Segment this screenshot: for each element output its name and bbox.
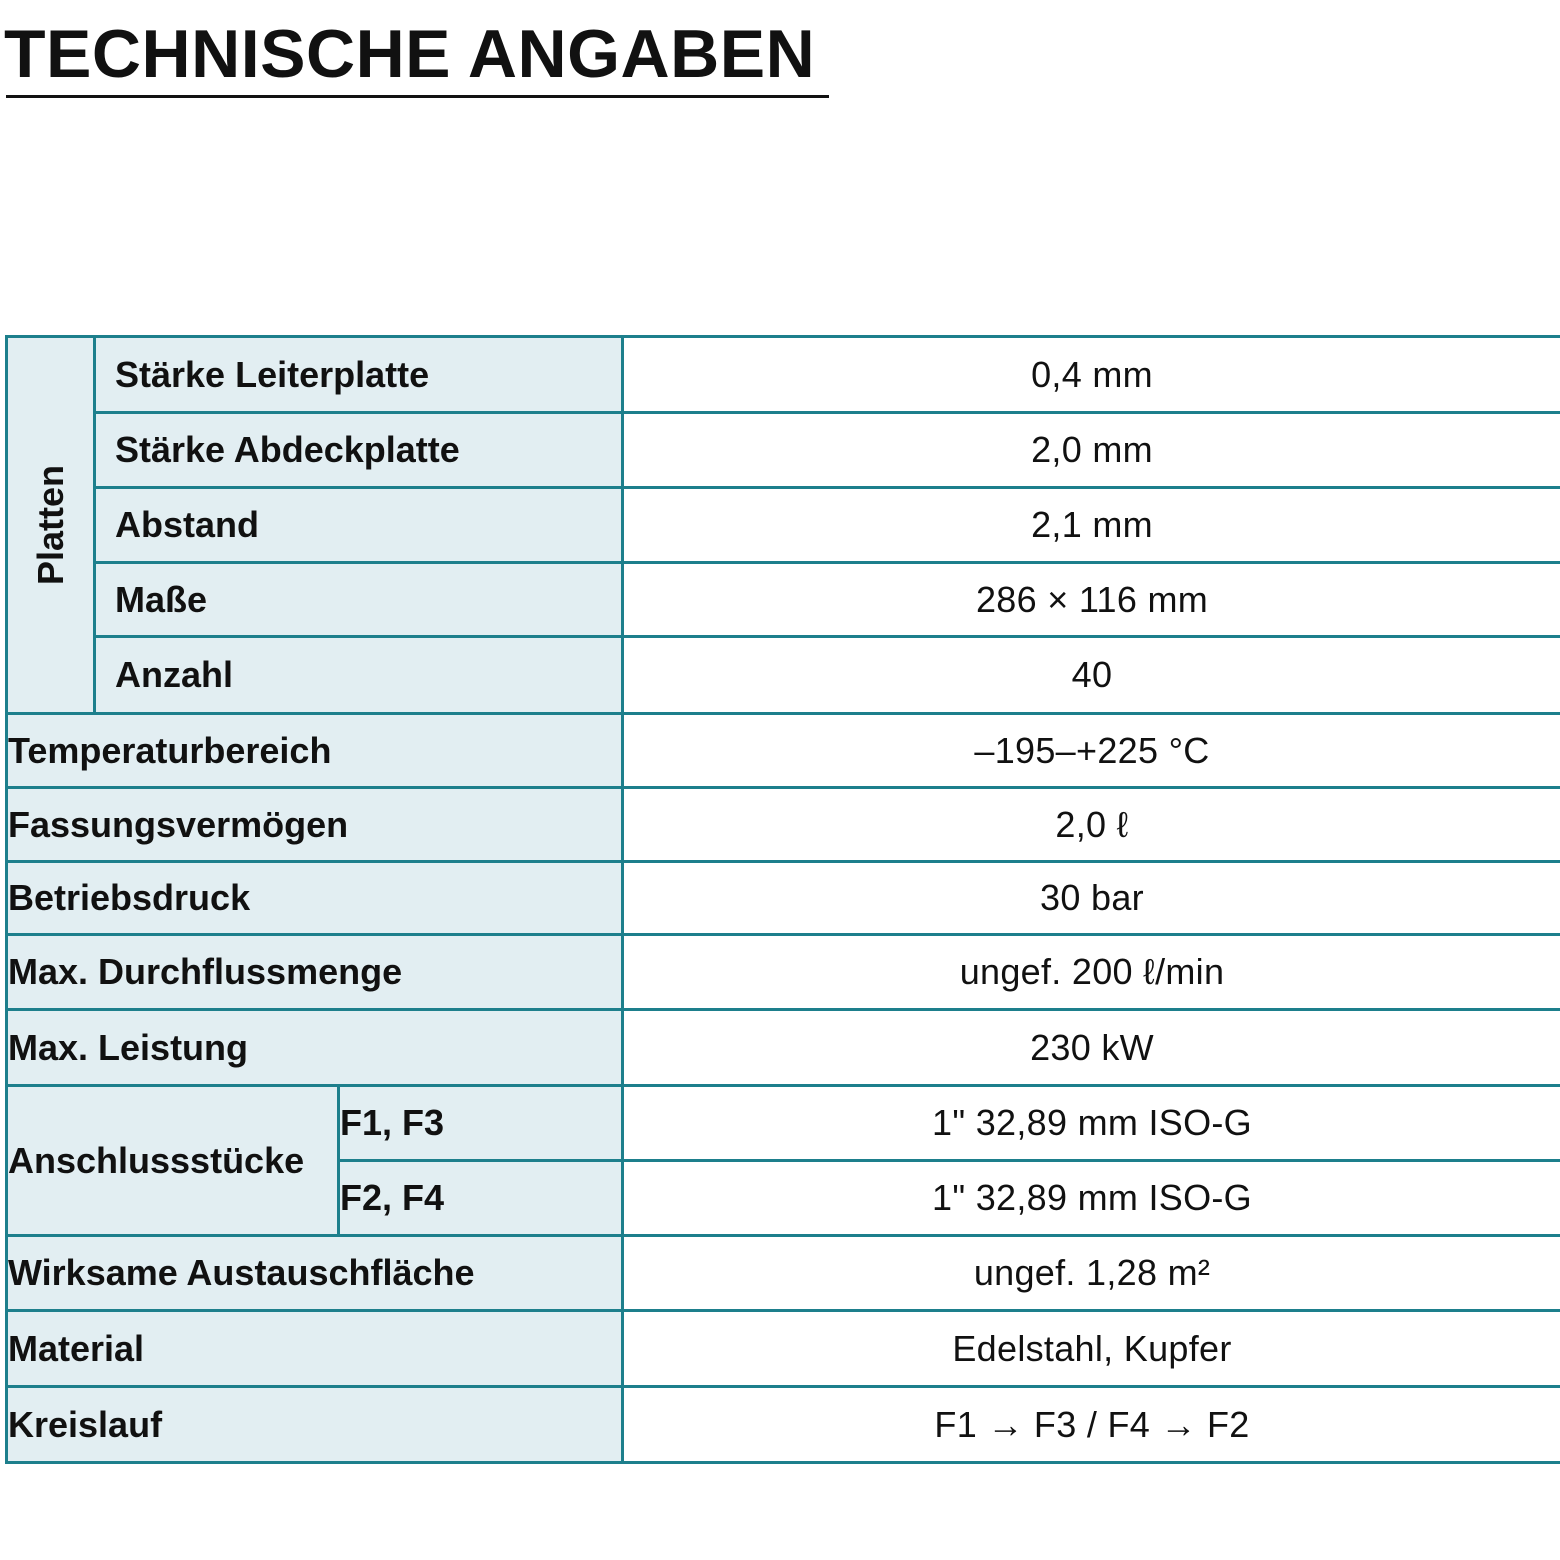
row-value: 30 bar [623, 862, 1560, 935]
table-row [7, 488, 1560, 563]
table-row [7, 563, 1560, 637]
row-label: Temperaturbereich [7, 714, 623, 788]
table-row [7, 637, 1560, 714]
row-label: Max. Leistung [7, 1010, 623, 1086]
row-value: ungef. 200 ℓ/min [623, 935, 1560, 1010]
row-value: 230 kW [623, 1010, 1560, 1086]
row-value: 286 × 116 mm [623, 563, 1560, 637]
table-row [7, 862, 1560, 935]
table-row [7, 1387, 1560, 1463]
table-row [7, 714, 1560, 788]
row-label: Anzahl [95, 637, 623, 714]
table-row [7, 413, 1560, 488]
row-sublabel: F1, F3 [339, 1086, 623, 1161]
row-label: Kreislauf [7, 1387, 623, 1463]
row-value: ungef. 1,28 m² [623, 1236, 1560, 1311]
table-row [7, 1086, 1560, 1161]
spec-table [5, 335, 1560, 1464]
table-row [7, 935, 1560, 1010]
row-value: F1 → F3 / F4 → F2 [623, 1387, 1560, 1463]
platten-group-label-cell [7, 337, 95, 714]
row-value: 2,0 ℓ [623, 788, 1560, 862]
platten-group-label: Platten [29, 464, 71, 586]
row-label: Stärke Abdeckplatte [95, 413, 623, 488]
row-label: Material [7, 1311, 623, 1387]
anschluss-group-label: Anschlussstücke [7, 1086, 339, 1236]
table-row [7, 1236, 1560, 1311]
table-row [7, 1311, 1560, 1387]
row-value: 0,4 mm [623, 337, 1560, 413]
row-value: Edelstahl, Kupfer [623, 1311, 1560, 1387]
row-value: 2,1 mm [623, 488, 1560, 563]
row-label: Stärke Leiterplatte [95, 337, 623, 413]
title-underline [6, 95, 829, 98]
row-value: 1" 32,89 mm ISO-G [623, 1161, 1560, 1236]
table-row [7, 788, 1560, 862]
table-row [7, 337, 1560, 413]
page-title: TECHNISCHE ANGABEN [4, 16, 816, 92]
row-sublabel: F2, F4 [339, 1161, 623, 1236]
row-value: 1" 32,89 mm ISO-G [623, 1086, 1560, 1161]
row-label: Max. Durchflussmenge [7, 935, 623, 1010]
row-value: 40 [623, 637, 1560, 714]
row-label: Abstand [95, 488, 623, 563]
row-label: Maße [95, 563, 623, 637]
row-label: Fassungsvermögen [7, 788, 623, 862]
row-label: Wirksame Austauschfläche [7, 1236, 623, 1311]
row-value: 2,0 mm [623, 413, 1560, 488]
row-label: Betriebsdruck [7, 862, 623, 935]
row-value: –195–+225 °C [623, 714, 1560, 788]
table-row [7, 1010, 1560, 1086]
